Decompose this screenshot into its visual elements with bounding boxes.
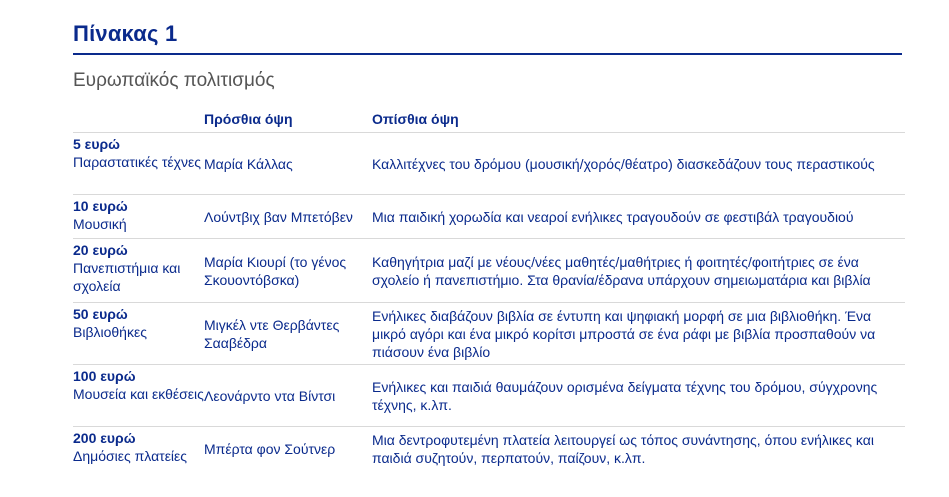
row-category: Μουσική [73,216,127,232]
row-amount: 10 ευρώ [73,198,128,214]
row-category-cell [73,239,204,303]
row-category: Πανεπιστήμια και σχολεία [73,260,181,294]
row-amount: 100 ευρώ [73,368,136,384]
row-back: Καθηγήτρια μαζί με νέους/νέες μαθητές/μαθήτριες ή φοιτητές/φοιτήτριες σε ένα σχολείο ή πανεπιστήμιο. Στα θρανία/έδρανα υπάρχουν σημειωματάρια και βιβλία [372,239,905,303]
table-row [73,239,905,303]
row-amount: 20 ευρώ [73,242,128,258]
table-row [73,303,905,365]
row-back: Ενήλικες διαβάζουν βιβλία σε έντυπη και ψηφιακή μορφή σε μια βιβλιοθήκη. Ένα μικρό αγόρι και ένα μικρό κορίτσι μπροστά σε ένα ράφι με βιβλία προσπαθούν να πιάσουν ένα βιβλίο [372,303,905,365]
row-front: Λούντβιχ βαν Μπετόβεν [204,195,372,239]
row-category-cell [73,427,204,471]
section-subtitle: Ευρωπαϊκός πολιτισμός [73,70,275,91]
table-row [73,365,905,427]
row-front: Μιγκέλ ντε Θερβάντες Σααβέδρα [204,303,372,365]
row-category-cell [73,133,204,195]
row-back: Μια παιδική χορωδία και νεαροί ενήλικες τραγουδούν σε φεστιβάλ τραγουδιού [372,195,905,239]
header-back-side: Οπίσθια όψη [372,106,905,133]
row-amount: 5 ευρώ [73,136,120,152]
row-back: Μια δεντροφυτεμένη πλατεία λειτουργεί ως τόπος συνάντησης, όπου ενήλικες και παιδιά συζητούν, περπατούν, παίζουν, κ.λπ. [372,431,874,466]
table-header-row [73,106,905,133]
header-front-side: Πρόσθια όψη [204,106,372,133]
table-row [73,195,905,239]
row-category-cell [73,303,204,365]
page-title: Πίνακας 1 [73,21,178,46]
row-back: Καλλιτέχνες του δρόμου (μουσική/χορός/θέατρο) διασκεδάζουν τους περαστικούς [372,133,905,195]
table-row [73,133,905,195]
header-category [73,106,204,133]
row-front: Μπέρτα φον Σούτνερ [204,440,336,457]
row-amount: 200 ευρώ [73,430,136,446]
row-category: Παραστατικές τέχνες [73,154,201,170]
row-front: Μαρία Κάλλας [204,133,372,195]
row-category: Βιβλιοθήκες [73,324,147,340]
table-row [73,427,905,471]
row-category-cell [73,365,204,427]
title-divider [73,53,902,55]
row-category: Δημόσιες πλατείες [73,448,188,464]
row-amount: 50 ευρώ [73,306,128,322]
row-category-cell [73,195,204,239]
row-category: Μουσεία και εκθέσεις [73,386,204,402]
row-front: Λεονάρντο ντα Βίντσι [204,365,372,427]
row-back: Ενήλικες και παιδιά θαυμάζουν ορισμένα δείγματα τέχνης του δρόμου, σύγχρονης τέχνης, κ.λπ. [372,365,905,427]
banknotes-table [73,106,905,470]
row-front: Μαρία Κιουρί (το γένος Σκουοντόβσκα) [204,239,372,303]
